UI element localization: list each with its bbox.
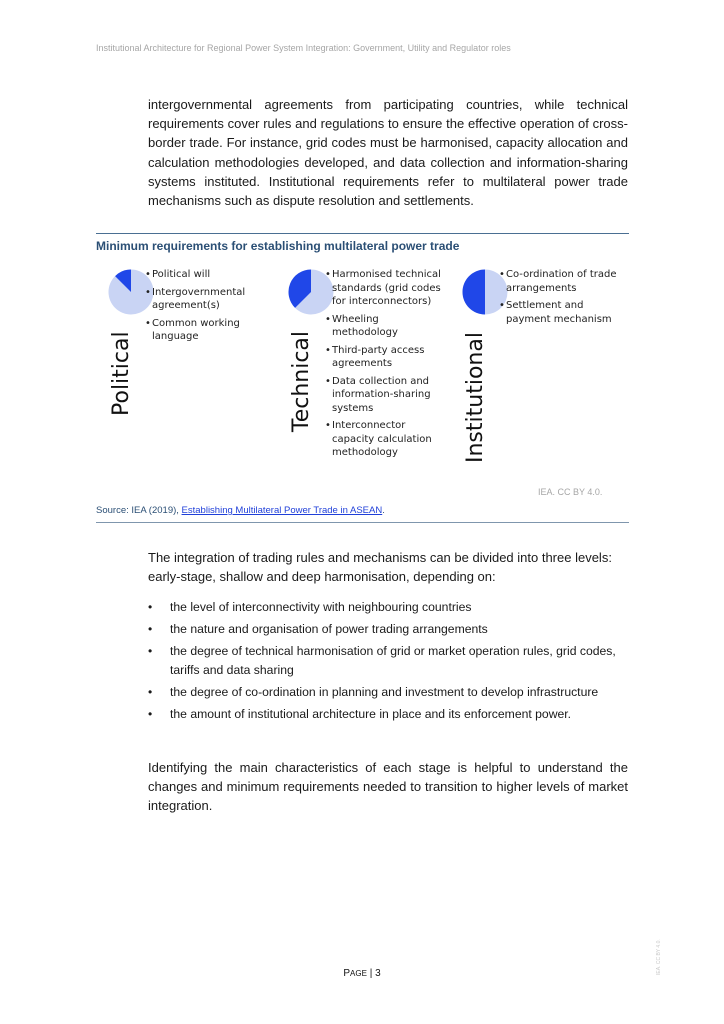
- technical-item-text: Third-party access agreements: [332, 344, 425, 369]
- bullet-glyph: •: [325, 269, 331, 280]
- technical-item-text: Interconnector capacity calculation methodology: [332, 420, 432, 458]
- bullet-glyph: •: [325, 375, 331, 387]
- page-separator: |: [366, 968, 376, 979]
- political-item-text: Intergovernmental agreement(s): [152, 286, 246, 311]
- bullet-glyph: •: [148, 644, 153, 658]
- political-item: [145, 268, 265, 282]
- technical-item: [325, 344, 445, 371]
- technical-item-text: Wheeling methodology: [332, 313, 398, 338]
- list-item: [148, 705, 632, 724]
- source-link[interactable]: Establishing Multilateral Power Trade in ASEAN: [181, 505, 383, 516]
- political-item: [145, 286, 265, 313]
- figure-bottom-rule: [96, 522, 629, 523]
- bullet-glyph: •: [325, 420, 331, 431]
- political-item: [145, 317, 265, 344]
- technical-item: [325, 375, 445, 416]
- bullet-glyph: •: [148, 707, 153, 721]
- political-label: Political: [109, 331, 134, 416]
- institutional-item: [499, 268, 624, 295]
- institutional-item: [499, 299, 624, 326]
- list-item: [148, 620, 632, 639]
- institutional-label: Institutional: [463, 332, 488, 463]
- bullet-glyph: •: [325, 313, 331, 325]
- intro-paragraph: intergovernmental agreements from participating countries, while technical requirements cover rules and regulations to ensure the effective operation of cross-border trade. For instance, grid codes must be harmonised, capacity allocation and calculation methodologies developed, and data collection and information-sharing systems instituted. Institutional requirements refer to multilateral power trade mechanisms such as dispute resolution and settlements.: [148, 97, 628, 209]
- political-item-text: Political will: [152, 269, 211, 280]
- list-item-text: the nature and organisation of power trading arrangements: [170, 622, 488, 636]
- bullet-glyph: •: [145, 317, 151, 329]
- list-item-text: the degree of co-ordination in planning and investment to develop infrastructure: [170, 685, 599, 699]
- closing-paragraph: Identifying the main characteristics of each stage is helpful to understand the changes and minimum requirements needed to transition to higher levels of market integration.: [148, 760, 628, 814]
- bullet-glyph: •: [148, 685, 153, 699]
- page-label-rest: AGE: [350, 969, 367, 978]
- bullet-glyph: •: [145, 269, 151, 280]
- bullet-glyph: •: [325, 344, 331, 356]
- list-item: [148, 642, 632, 680]
- source-prefix: Source: IEA (2019),: [96, 505, 182, 516]
- institutional-requirements: [499, 268, 624, 330]
- technical-item: [325, 268, 445, 309]
- technical-label: Technical: [289, 330, 314, 432]
- political-requirements: [145, 268, 265, 348]
- technical-requirements: [325, 268, 445, 464]
- bullet-glyph: •: [499, 300, 505, 311]
- list-item-text: the level of interconnectivity with neighbouring countries: [170, 600, 472, 614]
- institutional-item-text: Settlement and payment mechanism: [506, 300, 612, 325]
- bullet-glyph: •: [145, 286, 151, 298]
- list-item-text: the amount of institutional architecture in place and its enforcement power.: [170, 707, 572, 721]
- figure-title: Minimum requirements for establishing multilateral power trade: [96, 239, 460, 253]
- bullet-glyph: •: [499, 269, 505, 280]
- page-number-value: 3: [375, 968, 381, 979]
- figure-source: [96, 505, 385, 516]
- list-item: [148, 683, 632, 702]
- side-credit: IEA. CC BY 4.0.: [656, 939, 662, 975]
- bullet-glyph: •: [148, 622, 153, 636]
- technical-item-text: Data collection and information-sharing systems: [332, 375, 431, 414]
- list-item-text: the degree of technical harmonisation of grid or market operation rules, grid codes, tariffs and data sharing: [170, 644, 616, 677]
- technical-item-text: Harmonised technical standards (grid codes for interconnectors): [332, 269, 441, 307]
- technical-item: [325, 419, 445, 460]
- bullet-list: [148, 598, 632, 727]
- institutional-item-text: Co-ordination of trade arrangements: [506, 269, 617, 294]
- page-label-first: P: [343, 968, 351, 979]
- source-suffix: .: [382, 505, 385, 516]
- figure-credit: IEA. CC BY 4.0.: [538, 487, 603, 497]
- figure-top-rule: [96, 233, 629, 234]
- running-header: Institutional Architecture for Regional Power System Integration: Government, Utility and Regulator roles: [96, 43, 511, 53]
- political-item-text: Common working language: [152, 317, 240, 342]
- list-item: [148, 598, 632, 617]
- levels-paragraph: The integration of trading rules and mechanisms can be divided into three levels: early-stage, shallow and deep harmonisation, depending on:: [148, 550, 612, 585]
- bullet-glyph: •: [148, 600, 153, 614]
- page-number: [0, 968, 724, 979]
- technical-item: [325, 313, 445, 340]
